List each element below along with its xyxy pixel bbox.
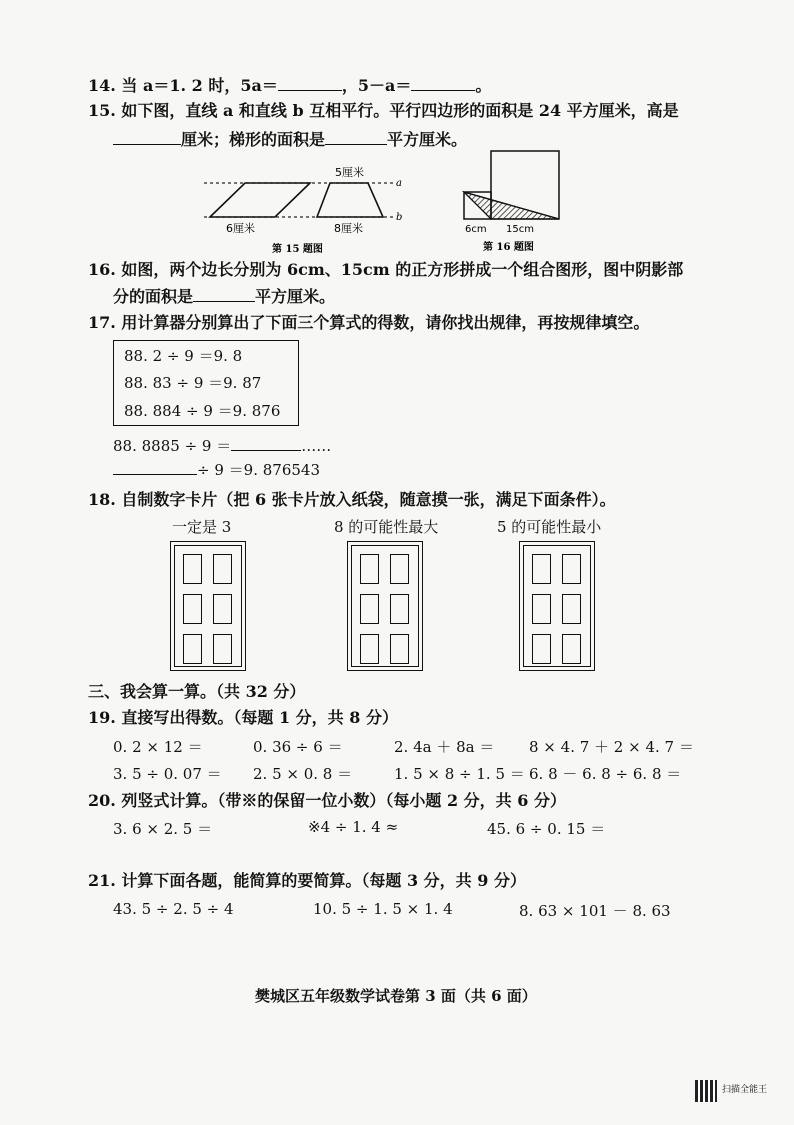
card-slot[interactable] [532,634,551,664]
pattern-row-3: 88. 884 ÷ 9 ＝9. 876 [124,402,281,420]
label-15cm: 15cm [506,224,534,235]
question-19-title: 19. 直接写出得数。（每题 1 分，共 8 分） [88,708,398,727]
question-14: 14. 当 a＝1. 2 时，5a＝ ，5－a＝ 。 [88,76,492,95]
answer-blank[interactable] [113,458,197,475]
figure-15-caption: 第 15 题图 [272,244,323,255]
card-bag-1 [170,541,246,671]
card-slot[interactable] [360,554,379,584]
question-16-line2: 分的面积是 平方厘米。 [113,287,336,306]
question-15-line2: 厘米；梯形的面积是 平方厘米。 [113,128,467,151]
card-slot[interactable] [183,594,202,624]
answer-blank[interactable] [325,128,387,145]
question-15-line1: 15. 如下图，直线 a 和直线 b 互相平行。平行四边形的面积是 24 平方厘米，高是 [88,101,679,120]
figure-16 [455,148,570,260]
answer-blank[interactable] [278,74,342,91]
pattern-box [113,340,299,426]
label-6cm: 6厘米 [226,222,255,235]
card-slot[interactable] [562,554,581,584]
label-6cm: 6cm [465,224,487,235]
calc-item: 0. 36 ÷ 6 ＝ [253,738,343,756]
calc-item: 6. 8 － 6. 8 ÷ 6. 8 ＝ [529,765,682,783]
card-slot[interactable] [360,634,379,664]
question-21-title: 21. 计算下面各题，能简算的要简算。（每题 3 分，共 9 分） [88,871,526,890]
page-footer: 樊城区五年级数学试卷第 3 面（共 6 面） [255,987,537,1005]
label-8cm: 8厘米 [334,222,363,235]
qr-code-icon [695,1080,717,1102]
calc-item: 8 × 4. 7 ＋ 2 × 4. 7 ＝ [529,738,694,756]
card-slot[interactable] [360,594,379,624]
label-5cm: 5厘米 [335,166,364,179]
calc-item: 0. 2 × 12 ＝ [113,738,203,756]
card-slot[interactable] [532,554,551,584]
card-slot[interactable] [213,594,232,624]
card-slot[interactable] [213,554,232,584]
calc-item: 2. 5 × 0. 8 ＝ [253,765,353,783]
card-slot[interactable] [183,634,202,664]
calc-item: 3. 5 ÷ 0. 07 ＝ [113,765,222,783]
calc-item: 1. 5 × 8 ÷ 1. 5 ＝ [394,765,525,783]
answer-blank[interactable] [411,74,475,91]
pattern-row-2: 88. 83 ÷ 9 ＝9. 87 [124,374,262,392]
card-bag-2 [347,541,423,671]
pattern-row-1: 88. 2 ÷ 9 ＝9. 8 [124,347,243,365]
card-slot[interactable] [390,634,409,664]
card-slot[interactable] [532,594,551,624]
question-17-fill2: ÷ 9 ＝9. 876543 [113,458,320,481]
card-label-2: 8 的可能性最大 [334,518,439,536]
card-label-3: 5 的可能性最小 [497,518,602,536]
calc-item: 43. 5 ÷ 2. 5 ÷ 4 [113,900,234,918]
question-16-line1: 16. 如图，两个边长分别为 6cm、15cm 的正方形拼成一个组合图形，图中阴影部 [88,260,684,279]
calc-item: ※4 ÷ 1. 4 ≈ [308,818,399,836]
line-a-label: a [396,178,402,189]
answer-blank[interactable] [113,128,181,145]
card-slot[interactable] [562,634,581,664]
calc-item: 8. 63 × 101 － 8. 63 [519,902,671,920]
answer-blank[interactable] [231,434,301,451]
card-slot[interactable] [213,634,232,664]
question-18-title: 18. 自制数字卡片（把 6 张卡片放入纸袋，随意摸一张，满足下面条件）。 [88,490,616,509]
line-b-label: b [396,212,403,223]
calc-item: 3. 6 × 2. 5 ＝ [113,820,213,838]
section-3-title: 三、我会算一算。（共 32 分） [88,682,306,701]
card-bag-3 [519,541,595,671]
calc-item: 45. 6 ÷ 0. 15 ＝ [487,820,606,838]
answer-blank[interactable] [193,285,255,302]
calc-item: 2. 4a ＋ 8a ＝ [394,738,495,756]
scanner-watermark: 扫描全能王 [722,1085,768,1095]
calc-item: 10. 5 ÷ 1. 5 × 1. 4 [313,900,453,918]
card-label-1: 一定是 3 [172,518,232,536]
card-slot[interactable] [390,554,409,584]
figure-16-caption: 第 16 题图 [483,242,534,253]
card-slot[interactable] [183,554,202,584]
question-20-title: 20. 列竖式计算。（带※的保留一位小数）（每小题 2 分，共 6 分） [88,791,566,810]
question-17-fill1: 88. 8885 ÷ 9 ＝ …… [113,434,331,457]
card-slot[interactable] [562,594,581,624]
question-17-title: 17. 用计算器分别算出了下面三个算式的得数，请你找出规律，再按规律填空。 [88,313,650,332]
figure-15 [200,162,410,258]
card-slot[interactable] [390,594,409,624]
